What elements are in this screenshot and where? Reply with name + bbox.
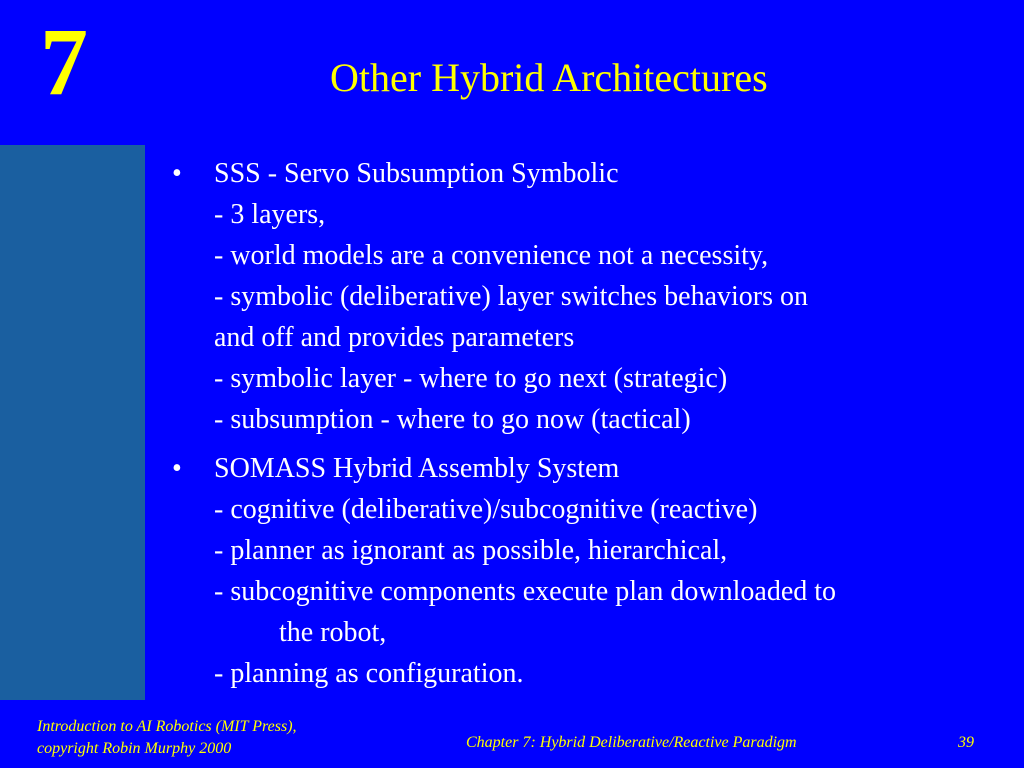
bullet-item-sss	[170, 153, 1000, 440]
footer-chapter-title: Chapter 7: Hybrid Deliberative/Reactive Paradigm	[466, 734, 797, 751]
bullet-line: - world models are a convenience not a necessity,	[214, 240, 769, 271]
bullet-line: - subsumption - where to go now (tactical)	[214, 404, 691, 435]
bullet-item-somass	[170, 448, 1000, 694]
bullet-list	[170, 153, 1000, 702]
bullet-marker: •	[172, 158, 182, 189]
bullet-line: - cognitive (deliberative)/subcognitive (reactive)	[214, 494, 758, 525]
bullet-line: - symbolic (deliberative) layer switches behaviors on	[214, 281, 809, 312]
footer-credit-line: copyright Robin Murphy 2000	[37, 740, 232, 757]
footer-credit-line: Introduction to AI Robotics (MIT Press),	[37, 718, 297, 735]
bullet-line: - planner as ignorant as possible, hierarchical,	[214, 535, 728, 566]
bullet-line: and off and provides parameters	[214, 322, 575, 353]
page-number: 39	[958, 734, 974, 751]
bullet-line: SSS - Servo Subsumption Symbolic	[214, 158, 619, 189]
slide-title: Other Hybrid Architectures	[330, 55, 768, 100]
bullet-body	[214, 153, 1000, 440]
side-panel	[0, 145, 145, 700]
chapter-number: 7	[40, 8, 88, 115]
bullet-line: - symbolic layer - where to go next (strategic)	[214, 363, 728, 394]
bullet-line: SOMASS Hybrid Assembly System	[214, 453, 620, 484]
bullet-marker: •	[172, 453, 182, 484]
bullet-line: - planning as configuration.	[214, 658, 524, 689]
bullet-line: - subcognitive components execute plan downloaded to	[214, 576, 837, 607]
bullet-line: the robot,	[279, 617, 387, 648]
bullet-line: - 3 layers,	[214, 199, 326, 230]
bullet-body	[214, 448, 1000, 694]
footer-credit	[37, 716, 297, 760]
